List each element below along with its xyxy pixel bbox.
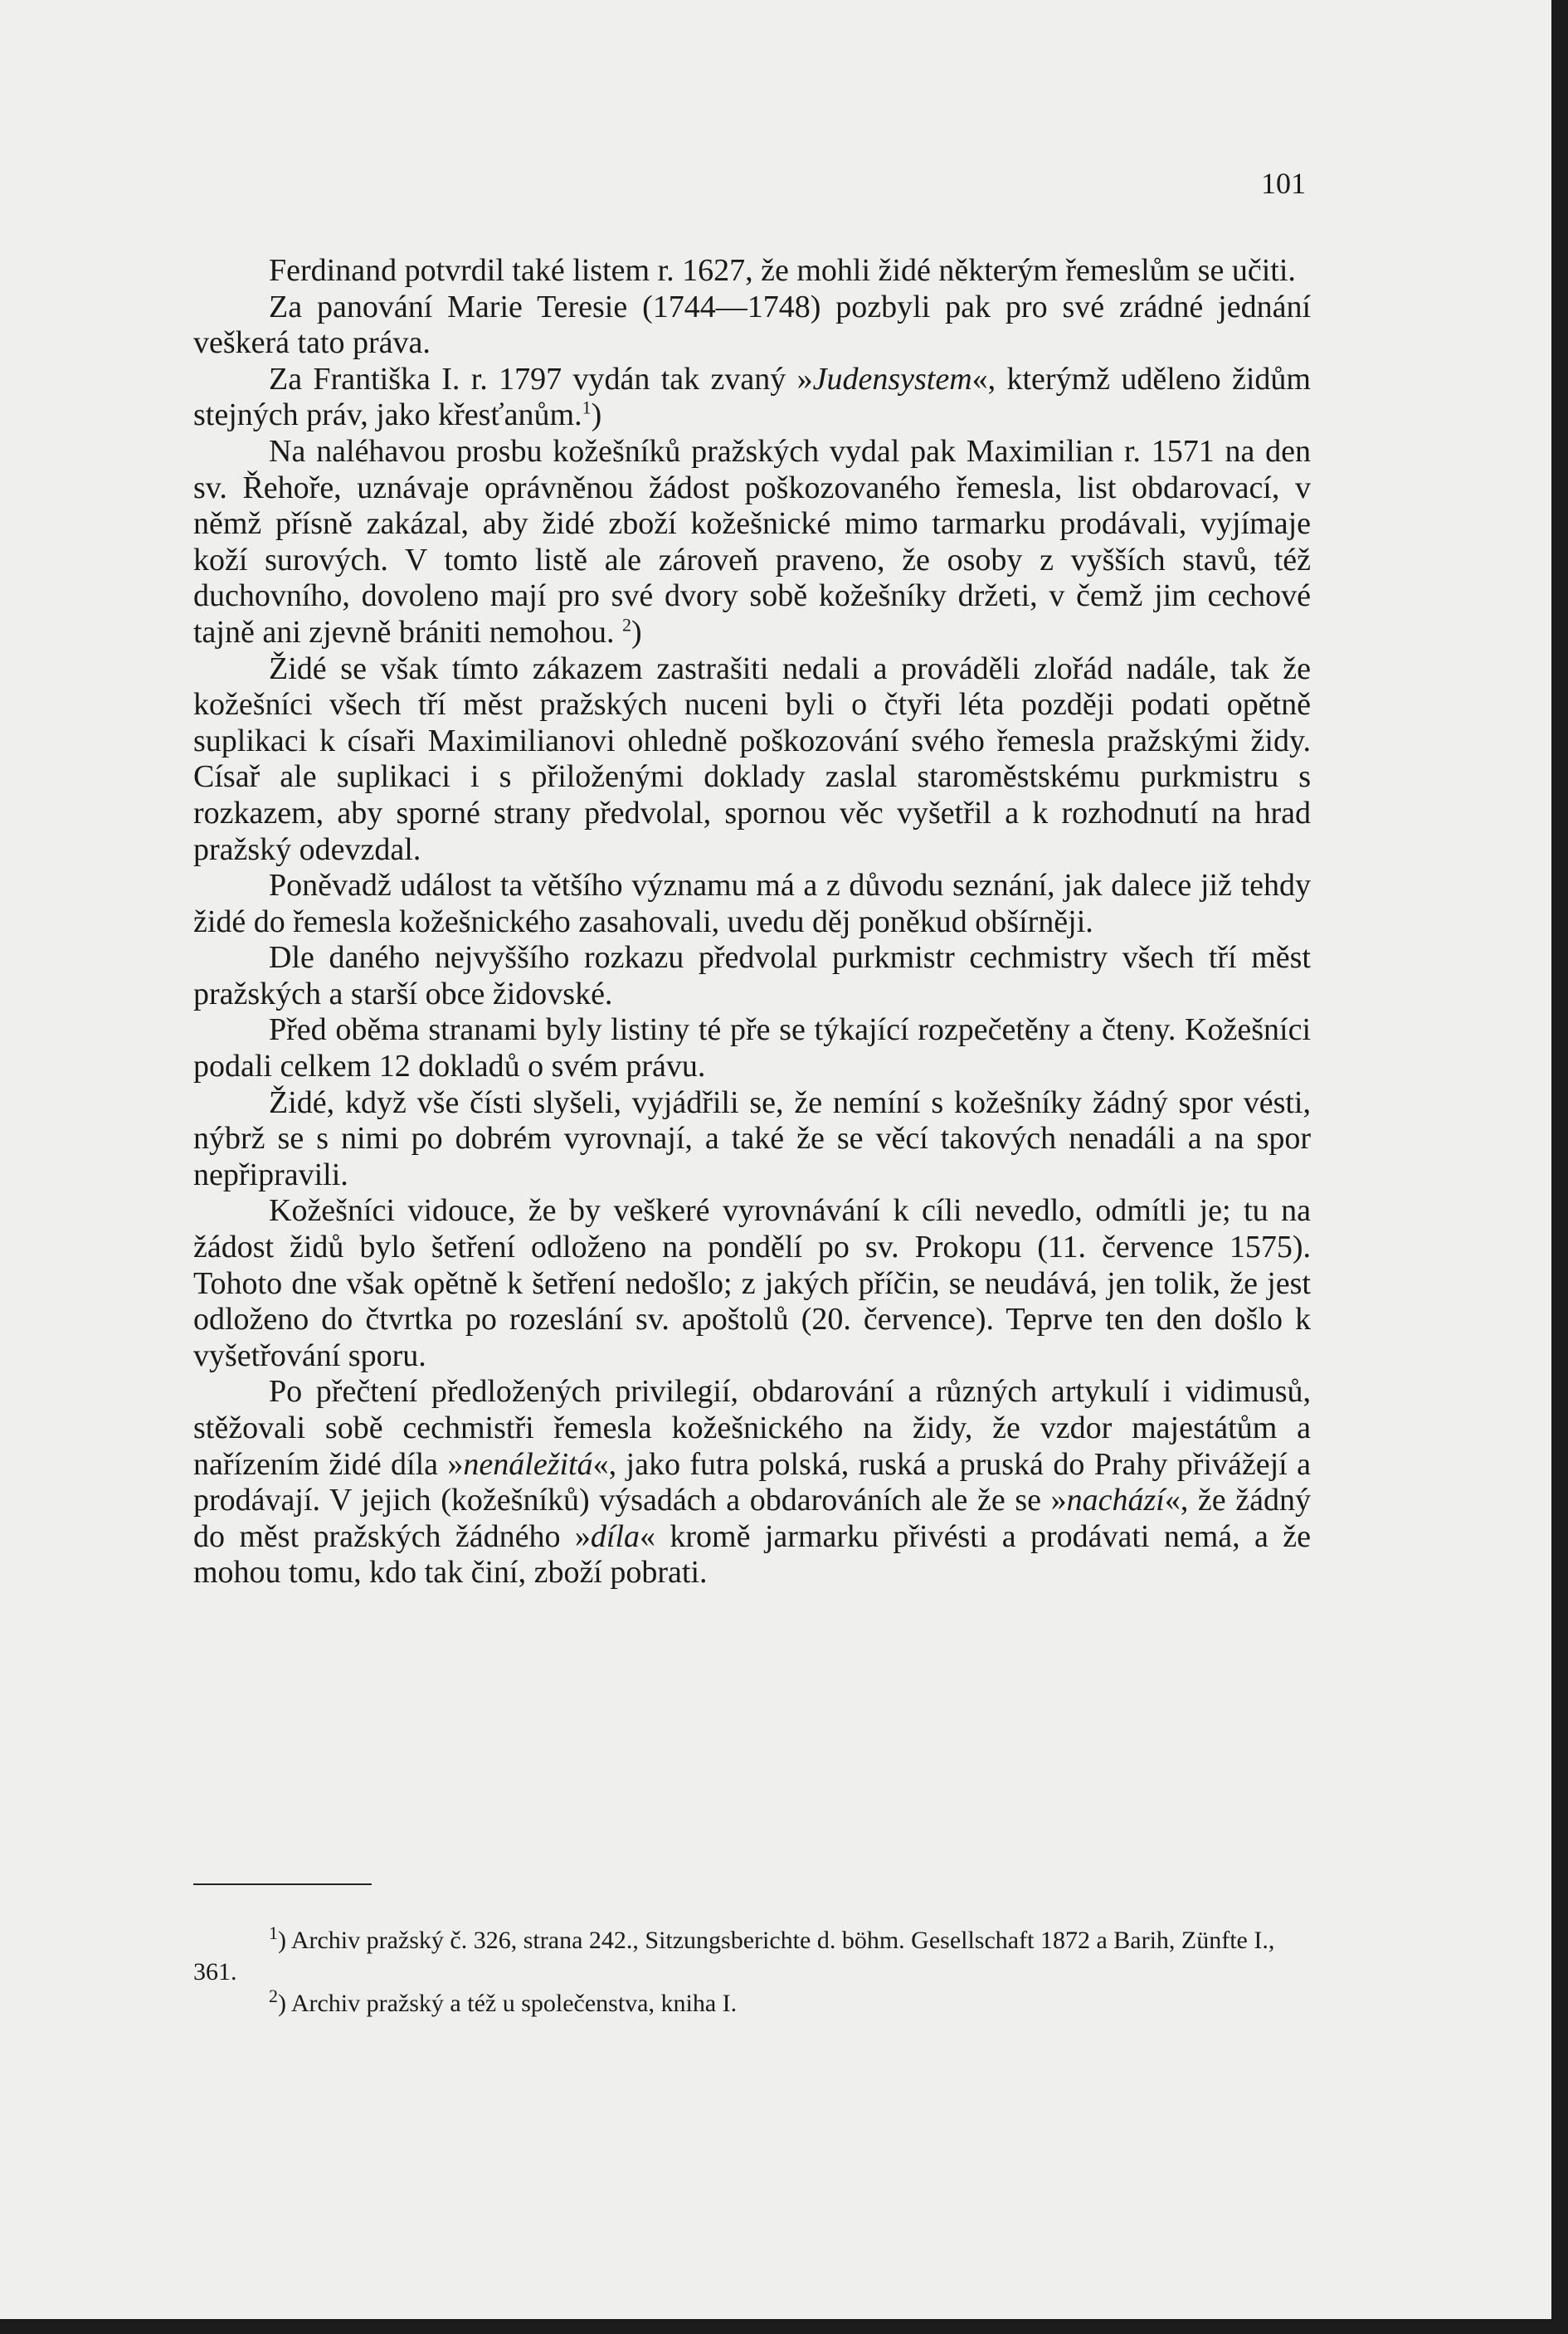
paragraph-3-text-c: ) xyxy=(591,397,602,433)
footnote-1-text: ) Archiv pražský č. 326, strana 242., Sitzungsberichte d. böhm. Gesellschaft 1872 a Barih, Zünfte I., 361. xyxy=(193,1927,1275,1986)
judensystem-term: Judensystem xyxy=(812,361,972,397)
footnote-ref-1: 1 xyxy=(582,397,592,418)
paragraph-3-text-b: «, kterýmž uděleno židům stejných práv, jako křesťanům. xyxy=(193,361,1311,433)
paragraph-5: Židé se však tímto zákazem zastrašiti nedali a prováděli zlořád nadále, tak že kožešníci všech tří měst pražských nuceni byli o čtyři léta později podati opětně suplikaci k císaři Maximilianovi ohledně poškozování svého řemesla pražskými židy. Císař ale suplikaci i s přiloženými doklady zaslal staroměstskému purkmistru s rozkazem, aby sporné strany předvolal, spornou věc vyšetřil a k rozhodnutí na hrad pražský odevzdal. xyxy=(193,650,1311,867)
footnote-ref-2: 2 xyxy=(622,614,632,636)
paragraph-11 xyxy=(193,1374,1311,1591)
footnotes xyxy=(193,1922,1311,2020)
paragraph-11-text-c: «, že žádný do měst pražských žádného » xyxy=(193,1483,1311,1554)
paragraph-11-text-a: Po přečtení předložených privilegií, obdarování a různých artykulí i vidimusů, stěžovali sobě cechmistři řemesla kožešnického na židy, že vzdor majestátům a nařízením židé díla » xyxy=(193,1374,1311,1482)
nachazi-term: nachází xyxy=(1066,1483,1165,1518)
footnote-divider xyxy=(193,1883,372,1885)
footnote-2 xyxy=(193,1988,1311,2020)
paragraph-4-text-a: Na naléhavou prosbu kožešníků pražských vydal pak Maximilian r. 1571 na den sv. Řehoře, uznávaje oprávněnou žádost poškozovaného řemesla, list obdarovací, v němž přísně zakázal, aby židé zboží kožešnické mimo tarmarku prodávali, vyjímaje koží surových. V tomto listě ale zároveň praveno, že osoby z vyšších stavů, též duchovního, dovoleno mají pro své dvory sobě kožešníky držeti, v čemž jim cechové tajně ani zjevně brániti nemohou. xyxy=(193,433,1311,650)
paragraph-3 xyxy=(193,362,1311,434)
paragraph-3-text-a: Za Františka I. r. 1797 vydán tak zvaný » xyxy=(269,361,813,397)
paragraph-11-text-b: «, jako futra polská, ruská a pruská do Prahy přivážejí a prodávají. V jejich (kožešníků) výsadách a obdarováních ale že se » xyxy=(193,1446,1311,1518)
body-text xyxy=(193,253,1311,1591)
paragraph-7: Dle daného nejvyššího rozkazu předvolal purkmistr cechmistry všech tří měst pražských a starší obce židovské. xyxy=(193,940,1311,1011)
page-number: 101 xyxy=(1261,167,1306,200)
paragraph-10: Kožešníci vidouce, že by veškeré vyrovnávání k cíli nevedlo, odmítli je; tu na žádost židů bylo šetření odloženo na pondělí po sv. Prokopu (11. července 1575). Tohoto dne však opětně k šetření nedošlo; z jakých příčin, se neudává, jen tolik, že jest odloženo do čtvrtka po rozeslání sv. apoštolů (20. července). Teprve ten den došlo k vyšetřování sporu. xyxy=(193,1193,1311,1373)
footnote-2-mark: 2 xyxy=(269,1986,278,2006)
nenalezita-term: nenáležitá xyxy=(463,1446,593,1482)
footnote-1 xyxy=(193,1922,1311,1988)
paragraph-11-text-d: « kromě jarmarku přivésti a prodávati nemá, a že mohou tomu, kdo tak činí, zboží pobrati. xyxy=(193,1518,1311,1591)
paragraph-4-text-b: ) xyxy=(631,614,642,650)
paragraph-9: Židé, když vše čísti slyšeli, vyjádřili se, že nemíní s kožešníky žádný spor vésti, nýbrž se s nimi po dobrém vyrovnají, a také že se věcí takových nenadáli a na spor nepřipravili. xyxy=(193,1084,1311,1192)
footnote-1-mark: 1 xyxy=(269,1922,278,1943)
paragraph-2: Za panování Marie Teresie (1744—1748) pozbyli pak pro své zrádné jednání veškerá tato práva. xyxy=(193,289,1311,361)
dila-term: díla xyxy=(590,1518,640,1554)
paragraph-6: Poněvadž událost ta většího významu má a z důvodu seznání, jak dalece již tehdy židé do řemesla kožešnického zasahovali, uvedu děj poněkud obšírněji. xyxy=(193,868,1311,939)
paragraph-4 xyxy=(193,434,1311,651)
paragraph-1: Ferdinand potvrdil také listem r. 1627, že mohli židé některým řemeslům se učiti. xyxy=(269,253,1296,288)
footnote-2-text: ) Archiv pražský a též u společenstva, kniha I. xyxy=(278,1990,738,2017)
paragraph-8: Před oběma stranami byly listiny té pře se týkající rozpečetěny a čteny. Kožešníci podali celkem 12 dokladů o svém právu. xyxy=(193,1012,1311,1084)
